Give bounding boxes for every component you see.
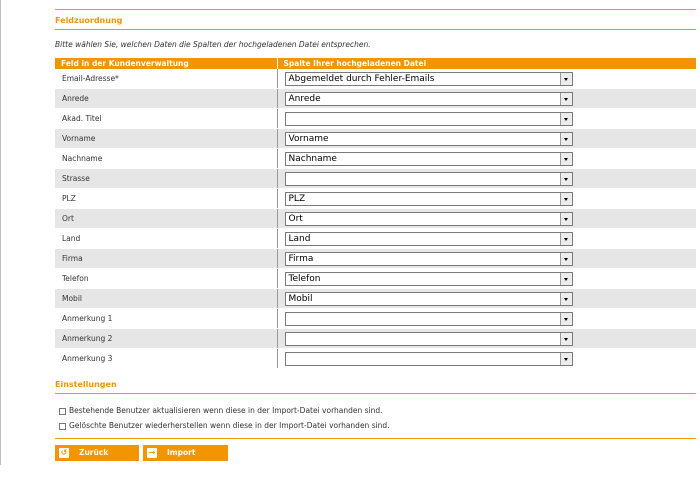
table-row [55, 189, 696, 209]
section-divider-mapping [55, 29, 696, 30]
column-select-cell [277, 269, 696, 289]
start-import-button-label: Import starten [167, 448, 198, 473]
column-select[interactable] [285, 232, 573, 246]
field-name-cell: Vorname [55, 129, 277, 149]
column-select-cell [277, 69, 696, 89]
table-row [55, 209, 696, 229]
table-row [55, 89, 696, 109]
option-restore-label: Gelöschte Benutzer wiederherstellen wenn diese in der Import-Datei vorhanden sind. [69, 421, 390, 430]
settings-section-title: Einstellungen [55, 380, 117, 389]
column-select[interactable] [285, 212, 573, 226]
column-select[interactable] [285, 352, 573, 366]
back-button[interactable] [55, 445, 139, 461]
table-row [55, 169, 696, 189]
column-select[interactable] [285, 72, 573, 86]
field-name-cell: Ort [55, 209, 277, 229]
back-arrow-icon: ↺ [60, 448, 68, 457]
field-name-cell: Strasse [55, 169, 277, 189]
column-select-cell [277, 229, 696, 249]
field-name-cell: Telefon [55, 269, 277, 289]
chevron-down-icon[interactable] [560, 73, 572, 85]
option-update-label: Bestehende Benutzer aktualisieren wenn diese in der Import-Datei vorhanden sind. [69, 406, 383, 415]
column-select-cell [277, 349, 696, 369]
column-select-value: Nachname [288, 153, 337, 164]
section-divider-top [55, 9, 696, 10]
back-button-label: Zurück [79, 448, 109, 457]
column-select[interactable] [285, 292, 573, 306]
table-row [55, 269, 696, 289]
chevron-down-icon[interactable] [560, 333, 572, 345]
column-select-cell [277, 149, 696, 169]
column-select-cell [277, 89, 696, 109]
restore-users-checkbox[interactable] [59, 423, 66, 430]
column-select[interactable] [285, 312, 573, 326]
section-divider-bottom [55, 438, 696, 439]
field-name-cell: Akad. Titel [55, 109, 277, 129]
column-select-value: Land [288, 233, 311, 244]
column-select-value: PLZ [288, 193, 306, 204]
field-name-cell: Nachname [55, 149, 277, 169]
section-divider-settings [55, 393, 696, 394]
chevron-down-icon[interactable] [560, 113, 572, 125]
table-row [55, 249, 696, 269]
column-select[interactable] [285, 272, 573, 286]
table-row [55, 69, 696, 89]
field-name-cell: Land [55, 229, 277, 249]
column-select-cell [277, 309, 696, 329]
column-select-cell [277, 169, 696, 189]
field-name-cell: Firma [55, 249, 277, 269]
chevron-down-icon[interactable] [560, 213, 572, 225]
chevron-down-icon[interactable] [560, 253, 572, 265]
column-select[interactable] [285, 252, 573, 266]
column-select-value: Mobil [288, 293, 313, 304]
column-select-value: Anrede [288, 93, 321, 104]
column-select-value: Firma [288, 253, 314, 264]
chevron-down-icon[interactable] [560, 153, 572, 165]
column-select-cell [277, 249, 696, 269]
column-select[interactable] [285, 152, 573, 166]
table-row [55, 149, 696, 169]
chevron-down-icon[interactable] [560, 133, 572, 145]
column-header-file-column: Spalte Ihrer hochgeladenen Datei [277, 58, 696, 69]
column-select[interactable] [285, 172, 573, 186]
option-update-users[interactable] [59, 406, 383, 415]
column-select-cell [277, 129, 696, 149]
table-row [55, 129, 696, 149]
chevron-down-icon[interactable] [560, 353, 572, 365]
option-restore-users[interactable] [59, 421, 390, 430]
table-header-row [55, 58, 696, 69]
mapping-section-title: Feldzuordnung [55, 16, 123, 25]
start-import-button[interactable] [143, 445, 228, 473]
chevron-down-icon[interactable] [560, 293, 572, 305]
column-select-cell [277, 329, 696, 349]
table-row [55, 329, 696, 349]
field-name-cell: Anmerkung 2 [55, 329, 277, 349]
column-select[interactable] [285, 332, 573, 346]
field-name-cell: Anmerkung 3 [55, 349, 277, 369]
column-select-value: Ort [288, 213, 303, 224]
column-select-cell [277, 189, 696, 209]
chevron-down-icon[interactable] [560, 93, 572, 105]
field-name-cell: PLZ [55, 189, 277, 209]
column-select-value: Telefon [288, 273, 321, 284]
column-select[interactable] [285, 112, 573, 126]
column-header-field: Feld in der Kundenverwaltung [55, 58, 277, 69]
column-select[interactable] [285, 192, 573, 206]
page-left-border [0, 0, 1, 465]
chevron-down-icon[interactable] [560, 273, 572, 285]
table-row [55, 309, 696, 329]
update-users-checkbox[interactable] [59, 408, 66, 415]
column-select[interactable] [285, 92, 573, 106]
table-body [55, 69, 696, 369]
chevron-down-icon[interactable] [560, 233, 572, 245]
column-select-cell [277, 109, 696, 129]
column-select-value: Abgemeldet durch Fehler-Emails [288, 73, 435, 84]
table-row [55, 229, 696, 249]
column-select-value: Vorname [288, 133, 329, 144]
table-row [55, 289, 696, 309]
table-row [55, 349, 696, 369]
field-name-cell: Anmerkung 1 [55, 309, 277, 329]
chevron-down-icon[interactable] [560, 193, 572, 205]
chevron-down-icon[interactable] [560, 313, 572, 325]
column-select-cell [277, 289, 696, 309]
field-name-cell: Email-Adresse* [55, 69, 277, 89]
mapping-intro-text: Bitte wählen Sie, welchen Daten die Spalten der hochgeladenen Datei entsprechen. [55, 40, 371, 49]
chevron-down-icon[interactable] [560, 173, 572, 185]
table-row [55, 109, 696, 129]
field-name-cell: Anrede [55, 89, 277, 109]
column-select[interactable] [285, 132, 573, 146]
forward-arrow-icon: → [148, 448, 156, 457]
column-select-cell [277, 209, 696, 229]
field-name-cell: Mobil [55, 289, 277, 309]
field-mapping-table [55, 58, 697, 369]
